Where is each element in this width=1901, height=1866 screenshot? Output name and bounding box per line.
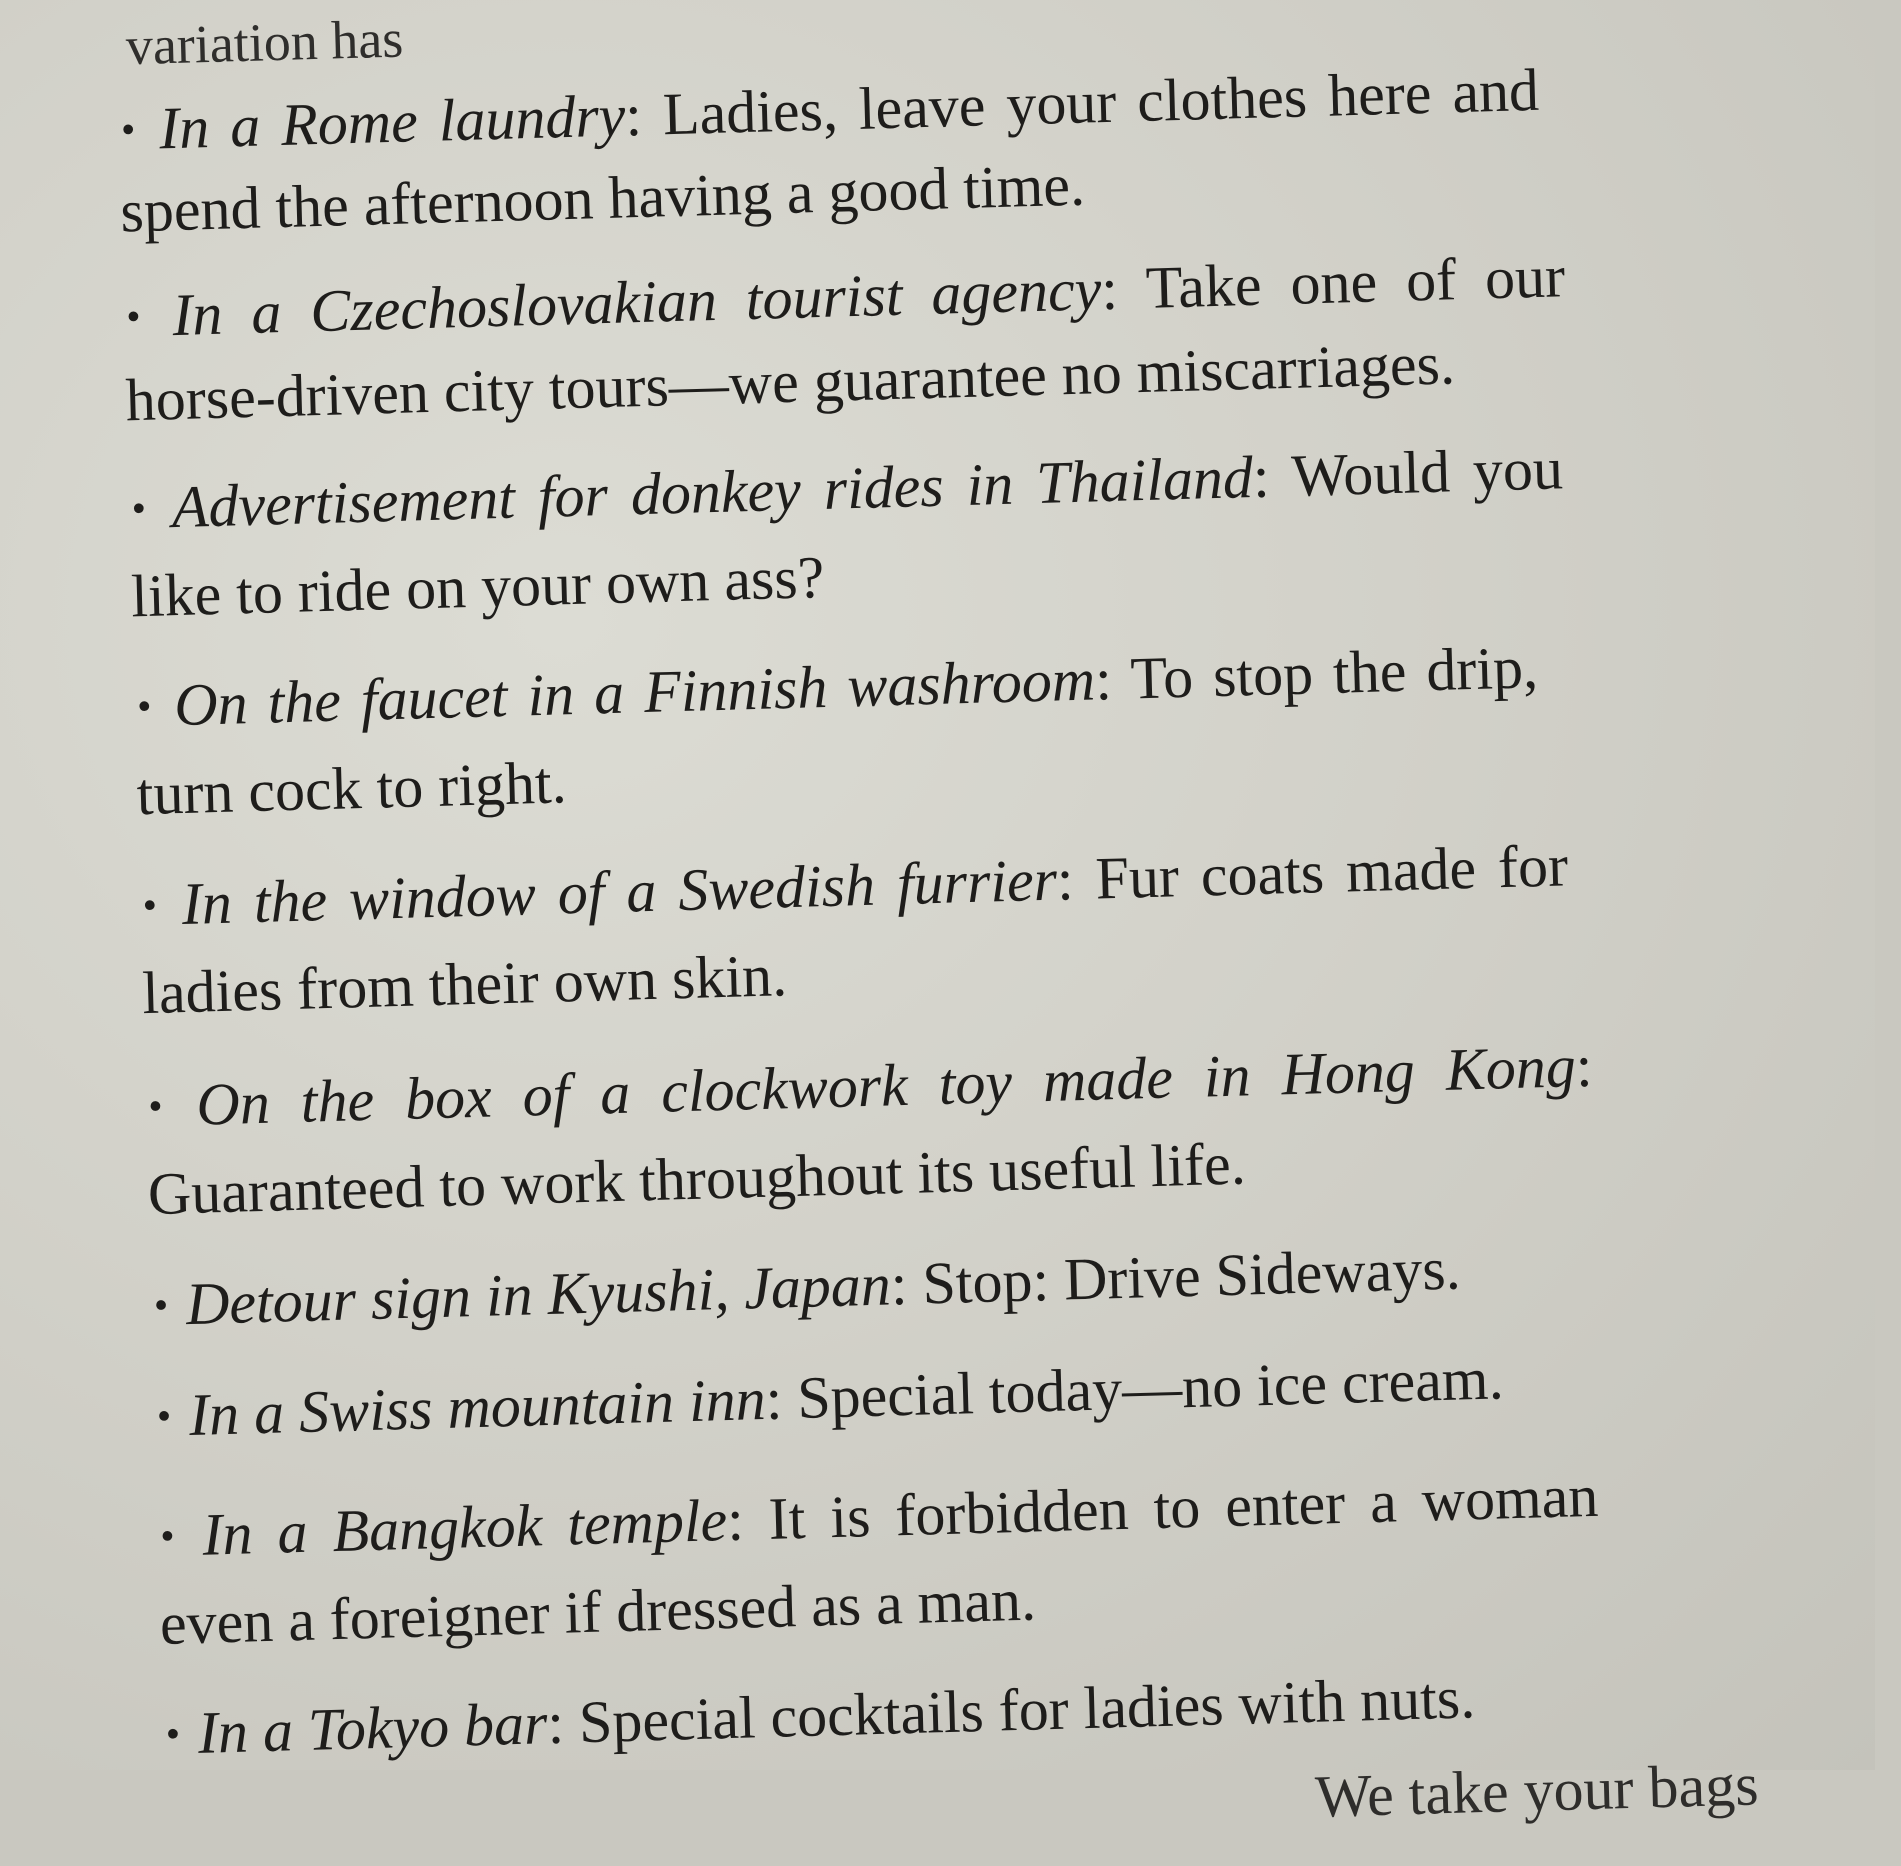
entry-2-line-2 [124,330,1456,434]
entry-1-line-1 [117,56,1540,163]
entry-6-label: On the box of a clockwork toy made in Hong Kong [195,1033,1577,1138]
bullet-icon: · [150,1271,172,1339]
bullet-icon: · [122,282,145,350]
entry-8-colon: : [764,1365,784,1432]
bottom-fragment-line [1314,1751,1760,1830]
entry-4-colon: : [1094,646,1113,713]
entry-5-colon: : [1055,846,1075,913]
bullet-icon: · [133,672,156,740]
entry-5-label: In the window of a Swedish furrier [180,846,1058,938]
entry-9-line-1 [156,1462,1600,1569]
entry-2-text-1: Take one of our [1144,243,1566,321]
bullet-icon: · [156,1502,179,1569]
entry-3-line-1 [127,435,1564,542]
bullet-icon: · [144,1072,167,1140]
entry-1-colon: : [624,81,643,149]
bullet-icon: · [127,474,150,542]
entry-4-text-2: turn cock to right. [135,749,568,828]
entry-4-line-1 [133,634,1539,740]
entry-2-text-2: horse-driven city tours—we guarantee no miscarriages. [124,330,1456,434]
bullet-icon: · [138,871,161,939]
entry-6-colon: : [1574,1032,1594,1100]
entry-10-line-1 [162,1664,1477,1767]
entry-4-line-2 [135,749,568,828]
entry-1-label: In a Rome laundry [158,82,627,162]
entry-9-text-2: even a foreigner if dressed as a man. [159,1566,1037,1657]
entry-5-line-1 [138,832,1569,939]
top-fragment-text: variation has [125,8,405,77]
bottom-fragment-text: We take your bags [1314,1751,1760,1830]
entry-10-label: In a Tokyo bar [197,1690,549,1766]
entry-9-text-1: It is forbidden to enter a woman [767,1462,1600,1552]
entry-3-text-1: Would you [1290,435,1564,509]
entry-3-text-2: like to ride on your own ass? [130,544,826,630]
entry-9-line-2 [159,1566,1037,1657]
entry-5-line-2 [141,942,788,1027]
entry-4-text-1: To stop the drip, [1129,634,1539,712]
entry-7-text-1: Stop: Drive Sideways. [921,1235,1462,1317]
entry-6-text-2: Guaranteed to work throughout its useful life. [146,1130,1247,1228]
entry-10-text-1: Special cocktails for ladies with nuts. [578,1664,1477,1756]
entry-6-line-2 [146,1130,1247,1228]
entry-8-text-1: Special today—no ice cream. [796,1345,1505,1432]
entry-2-line-1 [122,243,1566,350]
entry-3-line-2 [130,544,826,630]
bullet-icon: · [117,95,140,163]
entry-1-text-1: Ladies, leave your clothes here and [661,56,1540,148]
entry-10-colon: : [546,1689,565,1757]
bullet-icon: · [153,1382,176,1450]
entry-4-label: On the faucet in a Finnish washroom [173,646,1096,739]
entry-3-label: Advertisement for donkey rides in Thailand [170,443,1254,541]
entry-5-text-1: Fur coats made for [1094,832,1569,912]
entry-7-label: Detour sign in Kyushi, Japan [185,1251,892,1338]
entry-9-label: In a Bangkok temple [201,1487,729,1568]
top-fragment-line [125,8,405,77]
entry-7-line-1 [150,1235,1462,1339]
entry-8-label: In a Swiss mountain inn [188,1365,767,1449]
entry-5-text-2: ladies from their own skin. [141,942,788,1027]
entry-2-colon: : [1100,255,1119,323]
entry-8-line-1 [153,1345,1505,1450]
entry-3-colon: : [1251,443,1271,510]
entry-6-line-1 [144,1032,1594,1140]
bullet-icon: · [162,1700,184,1767]
entry-7-colon: : [889,1250,909,1318]
entry-9-colon: : [726,1486,745,1554]
entry-1-text-2: spend the afternoon having a good time. [119,151,1086,245]
entry-2-label: In a Czechoslovakian tourist agency [171,256,1103,349]
entry-1-line-2 [119,151,1086,245]
